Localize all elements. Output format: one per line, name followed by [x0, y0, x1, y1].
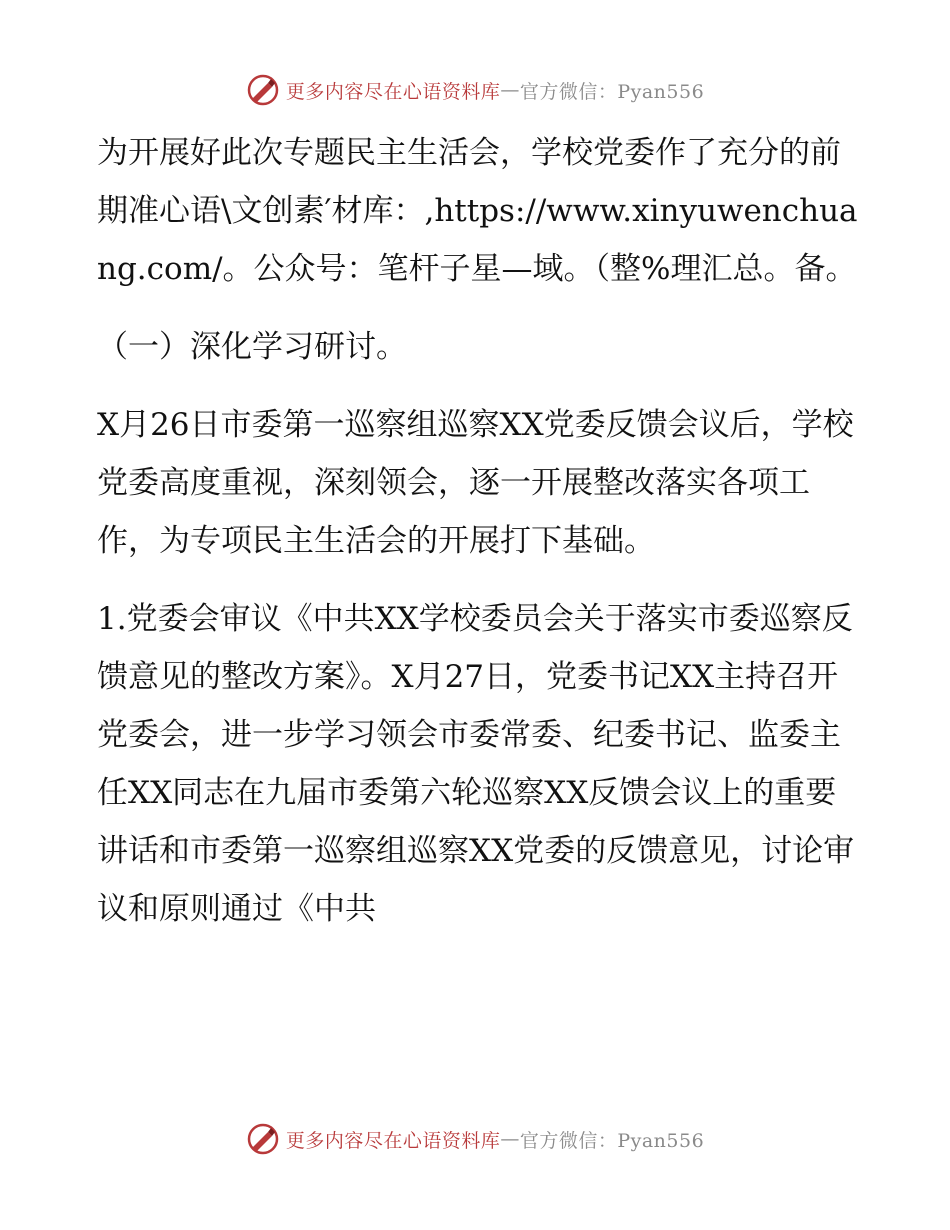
paragraph-section-heading: （一）深化学习研讨。	[97, 329, 407, 365]
watermark-site-label: 更多内容尽在心语资料库	[285, 80, 501, 103]
watermark-separator: —	[500, 79, 520, 101]
watermark-wechat-label: 官方微信：Pyan556	[519, 80, 705, 103]
footer-watermark	[0, 1121, 950, 1157]
watermark-text	[286, 77, 704, 104]
pen-logo-icon	[246, 1122, 280, 1156]
watermark-wechat-label: 官方微信：Pyan556	[519, 1129, 705, 1152]
watermark-separator: —	[500, 1128, 520, 1150]
pen-logo-icon	[246, 73, 280, 107]
paragraph-feedback-meeting: X月26日市委第一巡察组巡察XX党委反馈会议后，学校党委高度重视，深刻领会，逐一开展整改落实各项工作，为专项民主生活会的开展打下基础。	[97, 407, 854, 559]
paragraph-intro: 为开展好此次专题民主生活会，学校党委作了充分的前期准心语\文创素′材库：,https://www.xinyuwenchuang.com/。公众号：笔杆子星—域。（整%理汇总。备。	[97, 135, 858, 287]
header-watermark	[0, 72, 950, 108]
watermark-site-label: 更多内容尽在心语资料库	[285, 1129, 501, 1152]
document-body	[97, 124, 867, 938]
watermark-text	[286, 1126, 704, 1153]
paragraph-item-1: 1.党委会审议《中共XX学校委员会关于落实市委巡察反馈意见的整改方案》。X月27日，党委书记XX主持召开党委会，进一步学习领会市委常委、纪委书记、监委主任XX同志在九届市委第六轮巡察XX反馈会议上的重要讲话和市委第一巡察组巡察XX党委的反馈意见，讨论审议和原则通过《中共	[97, 601, 855, 927]
